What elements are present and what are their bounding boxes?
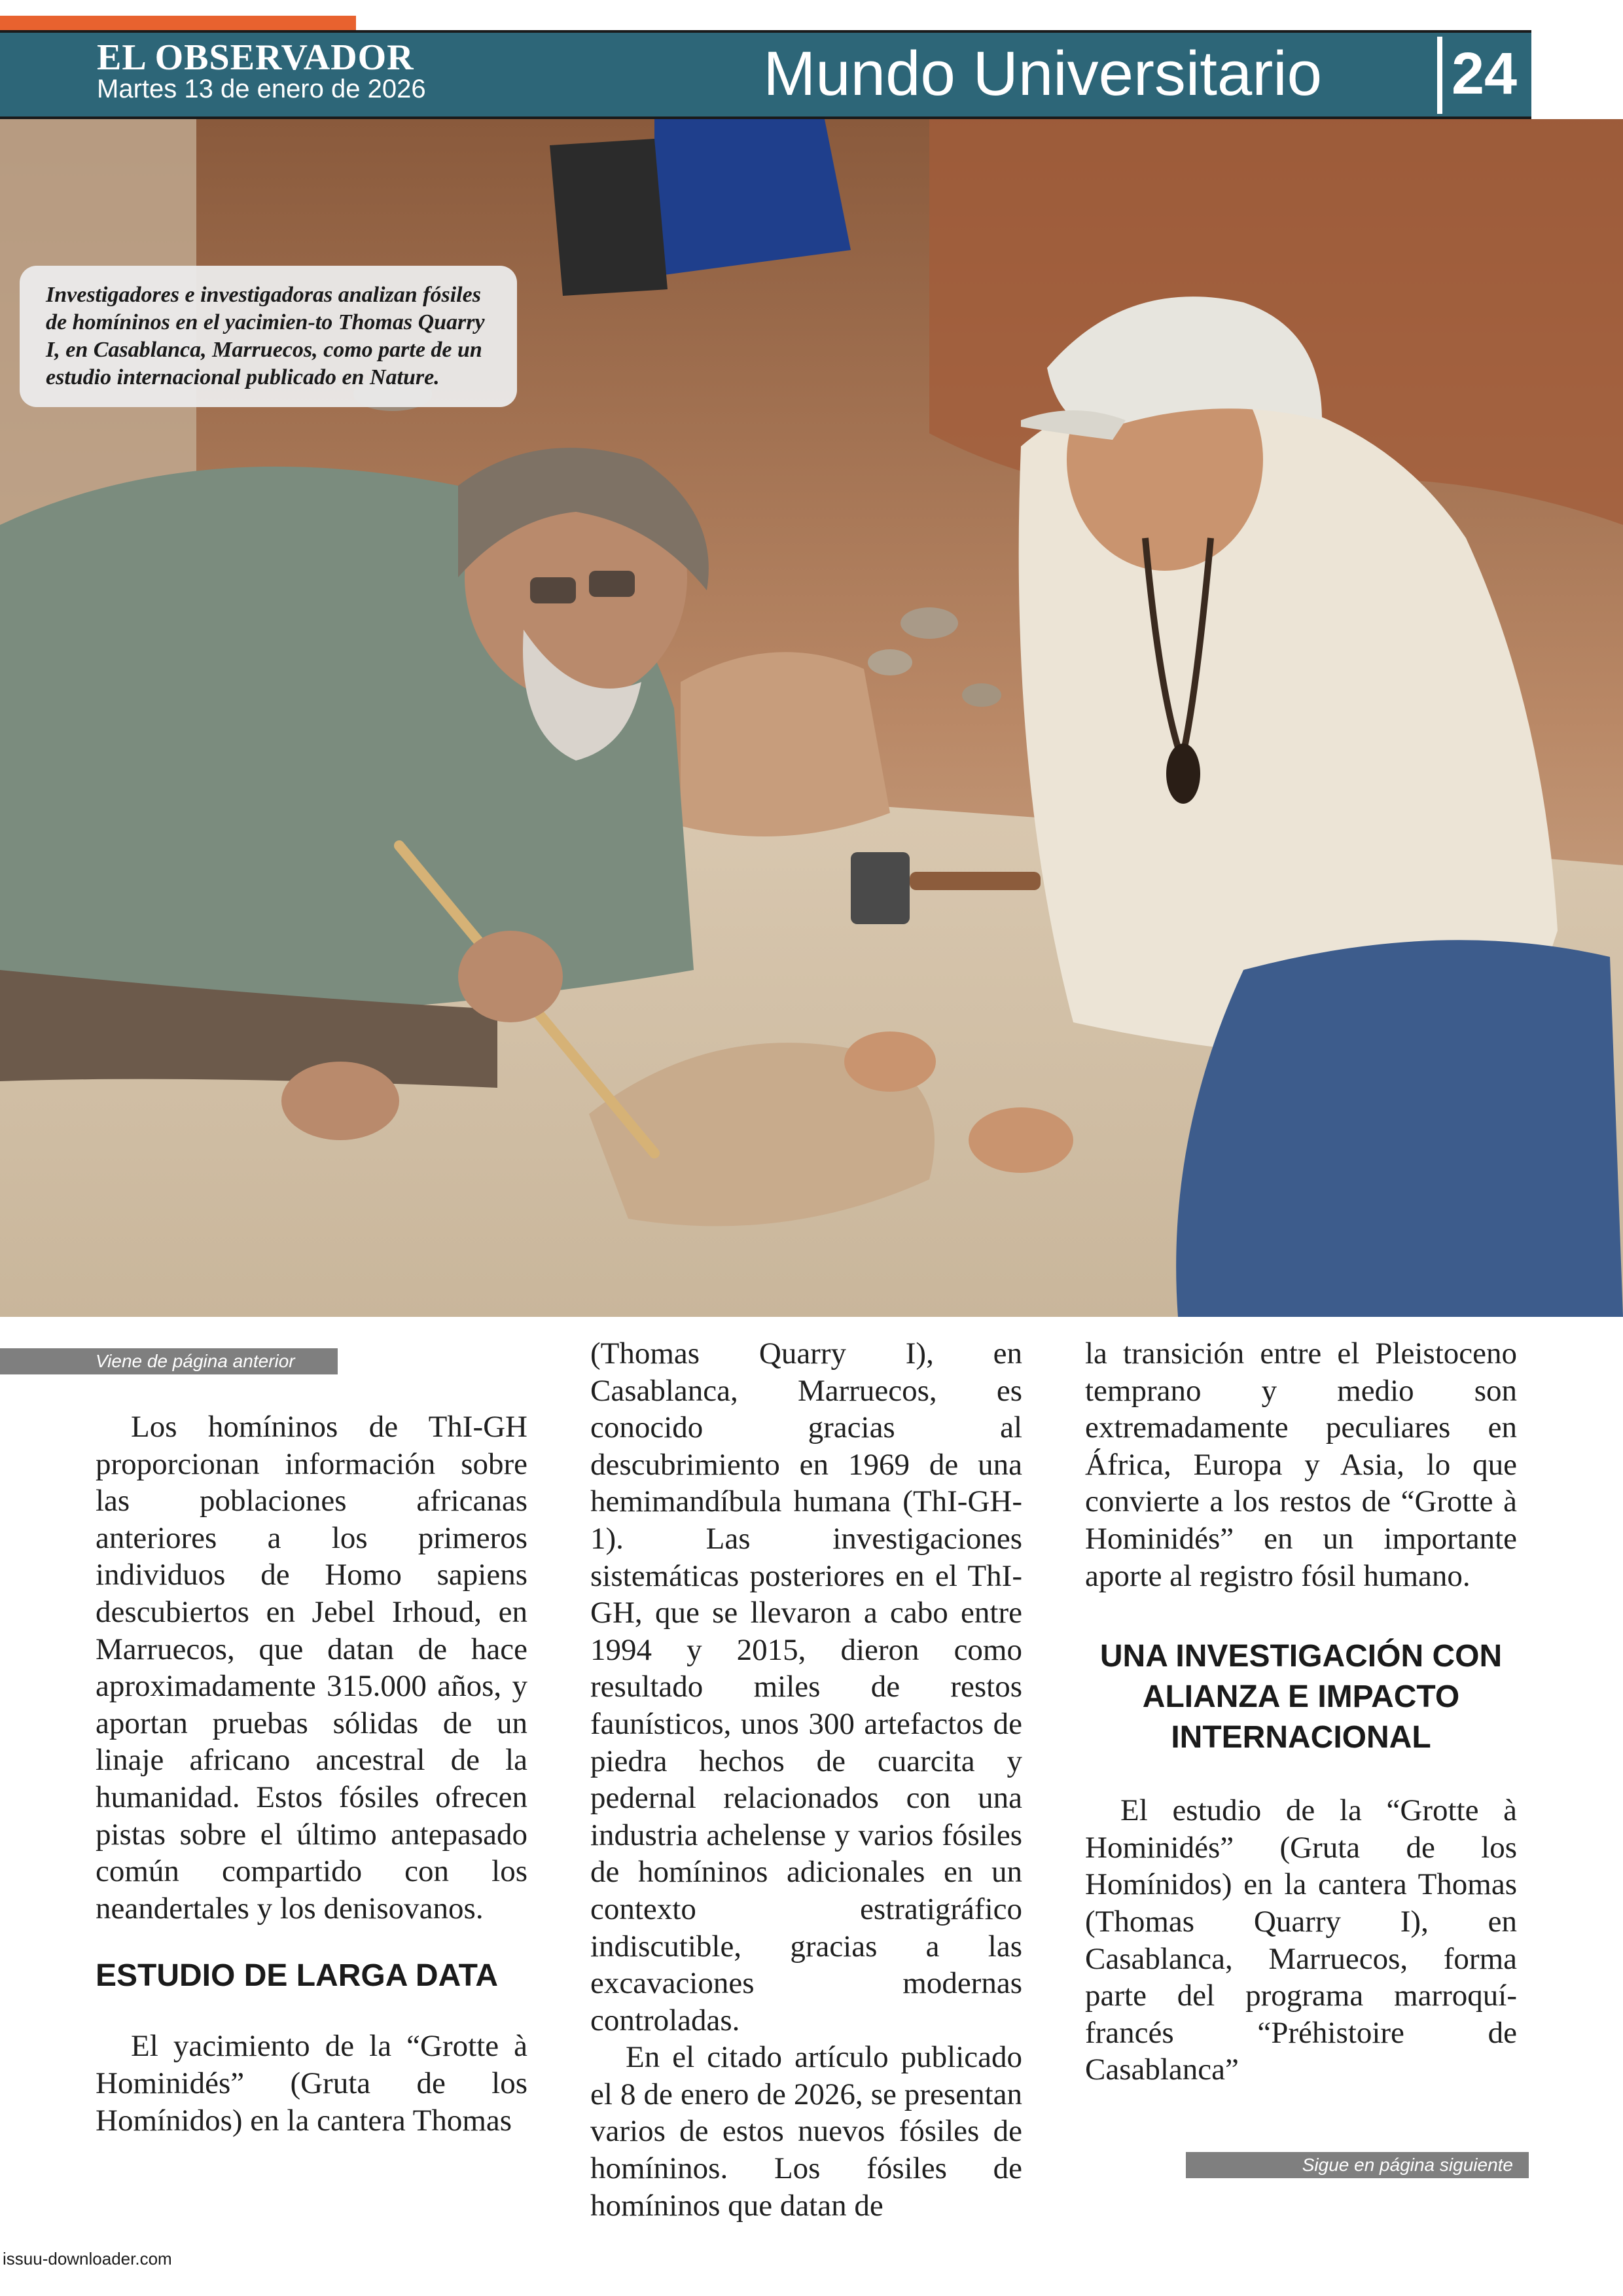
excavation-photo: [0, 119, 1623, 1317]
paragraph: (Thomas Quarry I), en Casablanca, Marruecos, es conocido gracias al descubrimiento en 1969 de una hemimandíbula humana (ThI-GH-1). Las investigaciones sistemáticas posteriores en el ThI-GH, que se llevaron a cabo entre 1994 y 2015, dieron como resultado miles de restos faunísticos, unos 300 artefactos de piedra hechos de cuarcita y pedernal relacionados con una industria achelense y varios fósiles de homíninos adicionales en un contexto estratigráfico indiscutible, gracias a las excavaciones modernas controladas.: [590, 1336, 1022, 2037]
subheading: ESTUDIO DE LARGA DATA: [96, 1958, 499, 1994]
article-column-2: [590, 1335, 1022, 2224]
section-title: Mundo Universitario: [763, 39, 1322, 109]
photo-caption: Investigadores e investigadoras analizan fósiles de homíninos en el yacimien-to Thomas Quarry I, en Casablanca, Marruecos, como parte de un estudio internacional publicado en Nature.: [20, 266, 517, 407]
article-column-1: [96, 1408, 527, 2139]
watermark: issuu-downloader.com: [3, 2249, 172, 2269]
page-number: 24: [1452, 41, 1518, 107]
paragraph: Los homíninos de ThI-GH proporcionan información sobre las poblaciones africanas anteriores a los primeros individuos de Homo sapiens descubiertos en Jebel Irhoud, en Marruecos, que datan de hace aproximadamente 315.000 años, y aportan pruebas sólidas de un linaje africano ancestral de la humanidad. Estos fósiles ofrecen pistas sobre el último antepasado común compartido con los neandertales y los denisovanos.: [96, 1410, 527, 1926]
masthead-separator: [1437, 37, 1442, 114]
paragraph: En el citado artículo publicado el 8 de enero de 2026, se presentan varios de estos nuevos fósiles de homíninos. Los fósiles de homíninos que datan de: [590, 2040, 1022, 2223]
subheading: UNA INVESTIGACIÓN CON ALIANZA E IMPACTO INTERNACIONAL: [1099, 1639, 1503, 1755]
article-column-3: [1085, 1335, 1517, 2089]
paragraph: la transición entre el Pleistoceno temprano y medio son extremadamente peculiares en África, Europa y Asia, lo que convierte a los restos de “Grotte à Hominidés” en un importante aporte al registro fósil humano.: [1085, 1336, 1517, 1593]
paragraph: El yacimiento de la “Grotte à Hominidés” (Gruta de los Homínidos) en la cantera Thomas: [96, 2029, 527, 2138]
paragraph: El estudio de la “Grotte à Hominidés” (Gruta de los Homínidos) en la cantera Thomas (Thomas Quarry I), en Casablanca, Marruecos, forma parte del programa marroquí-francés “Préhistoire de Casablanca”: [1085, 1793, 1517, 2087]
newspaper-name: EL OBSERVADOR: [97, 37, 414, 78]
continued-from-label: Viene de página anterior: [0, 1348, 338, 1374]
masthead: [0, 33, 1531, 119]
continued-to-label: Sigue en página siguiente: [1186, 2152, 1529, 2178]
issue-date: Martes 13 de enero de 2026: [97, 75, 426, 103]
